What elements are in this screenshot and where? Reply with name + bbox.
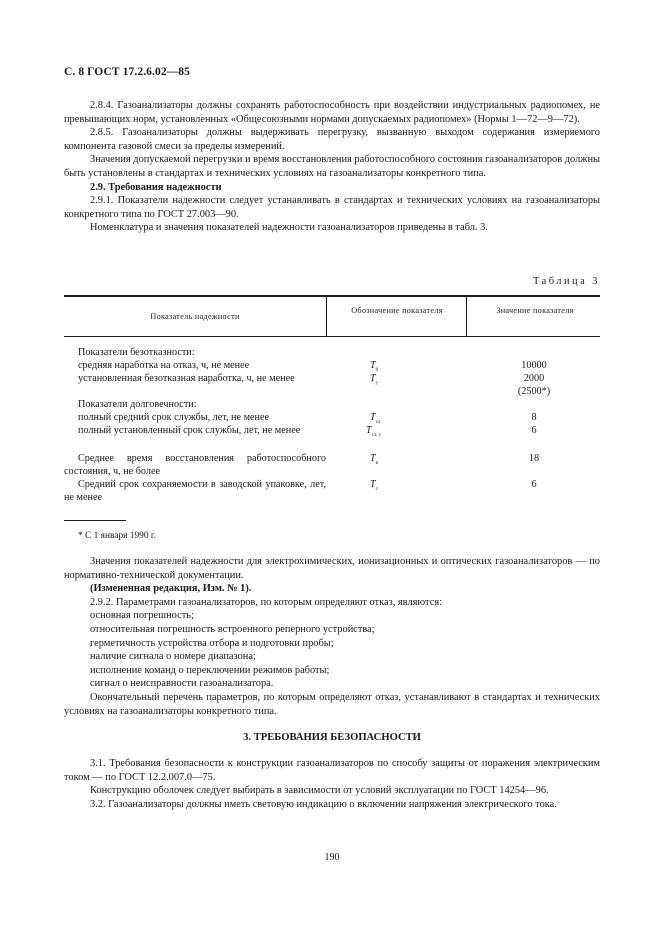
paragraphs-3: [64, 757, 600, 811]
table-header-rule: [64, 336, 600, 337]
list-item: относительная погрешность встроенного реперного устройства;: [90, 623, 375, 635]
list-item: наличие сигнала о номере диапазона;: [90, 651, 256, 663]
paragraphs-2-8: [64, 99, 600, 235]
list-item: герметичность устройства отбора и подготовки пробы;: [90, 637, 334, 649]
table-group-label: Показатели безотказности:: [78, 347, 195, 358]
list-item: сигнал о неисправности газоанализатора.: [90, 678, 274, 690]
table-row-value: 2000: [523, 373, 545, 384]
list-item: основная погрешность;: [90, 610, 194, 622]
table-row-name: Средний срок сохраняемости в заводской упаковке, лет, не менее: [64, 479, 326, 503]
table-row-value: 10000: [521, 360, 547, 371]
paragraph: Значения допускаемой перегрузки и время восстановления работоспособного состояния газоанализаторов должны быть установлены в стандартах и технических условиях на газоанализаторы конкретного типа.: [64, 154, 600, 179]
table-column-divider: [326, 296, 327, 336]
table-header-value: Значение показателя: [496, 306, 574, 315]
table-row-value-note: (2500*): [517, 386, 551, 397]
paragraph: 2.8.4. Газоанализаторы должны сохранять работоспособность при воздействии индустриальных радиопомех, не превышающих норм, установленных «Общесоюзными нормами допускаемых радиопомех» (Нормы 1—72—9—72).: [64, 100, 600, 125]
paragraph: Номенклатура и значения показателей надежности газоанализаторов приведены в табл. 3.: [90, 222, 488, 234]
table-row-symbol: $T_с$: [370, 479, 378, 492]
table-row-symbol: $T_{сл. у}$: [366, 425, 382, 438]
edition-note: (Измененная редакция, Изм. № 1).: [90, 583, 252, 595]
page-number: 190: [324, 852, 340, 863]
table-row-value: 18: [528, 453, 540, 464]
page-header: С. 8 ГОСТ 17.2.6.02—85: [64, 66, 190, 78]
paragraph: Конструкцию оболочек следует выбирать в зависимости от условий эксплуатации по ГОСТ 14254—96.: [90, 785, 549, 797]
table-row-symbol: $T_{сл}$: [370, 412, 381, 425]
table-header-symbol: Обозначение показателя: [351, 306, 443, 315]
table-row-value: 6: [531, 425, 537, 436]
table-row-symbol: $T_0$: [370, 360, 379, 373]
table-row-symbol: $T_в$: [370, 453, 378, 466]
section-title: 3. ТРЕБОВАНИЯ БЕЗОПАСНОСТИ: [243, 732, 421, 743]
paragraphs-2-9-cont: [64, 555, 600, 718]
footnote-rule: [64, 520, 126, 521]
table-row-symbol: $T_у$: [370, 373, 379, 386]
table-row-value: 8: [531, 412, 537, 423]
paragraph: Окончательный перечень параметров, по которым определяют отказ, устанавливают в стандартах и технических условиях на газоанализаторы конкретного типа.: [64, 691, 600, 717]
paragraph: 3.1. Требования безопасности к конструкции газоанализаторов по способу защиты от поражения электрическим током — по ГОСТ 12.2.007.0—75.: [64, 758, 600, 783]
table-row-name: Среднее время восстановления работоспособного состояния, ч, не более: [64, 453, 326, 477]
table-row-name: полный установленный срок службы, лет, не менее: [78, 425, 301, 436]
paragraph: 2.9.1. Показатели надежности следует устанавливать в стандартах и технических условиях на газоанализаторы конкретного типа по ГОСТ 27.003—90.: [64, 195, 600, 220]
table-group-label: Показатели долговечности:: [78, 399, 197, 410]
paragraph: Значения показателей надежности для электрохимических, ионизационных и оптических газоанализаторов — по нормативно-технической документации.: [64, 556, 600, 581]
section-heading-2-9: 2.9. Требования надежности: [90, 181, 222, 193]
table-row-name: средняя наработка на отказ, ч, не менее: [78, 360, 250, 371]
table-row-value: 6: [531, 479, 537, 490]
table-top-rule: [64, 295, 600, 297]
table-header-indicator: Показатель надежности: [150, 312, 240, 321]
list-item: исполнение команд о переключении режимов работы;: [90, 664, 330, 676]
table-caption: Таблица 3: [533, 276, 600, 287]
table-row-name: полный средний срок службы, лет, не менее: [78, 412, 270, 423]
paragraph: 2.9.2. Параметрами газоанализаторов, по которым определяют отказ, являются:: [90, 596, 442, 608]
paragraph: 3.2. Газоанализаторы должны иметь световую индикацию о включении напряжения электрического тока.: [90, 798, 557, 810]
paragraph: 2.8.5. Газоанализаторы должны выдерживать перегрузку, вызванную выходом содержания измеряемого компонента газовой смеси за пределы измерений.: [64, 127, 600, 152]
footnote: * С 1 января 1990 г.: [78, 531, 157, 541]
table-row-name: установленная безотказная наработка, ч, не менее: [78, 373, 295, 384]
table-column-divider: [466, 296, 467, 336]
